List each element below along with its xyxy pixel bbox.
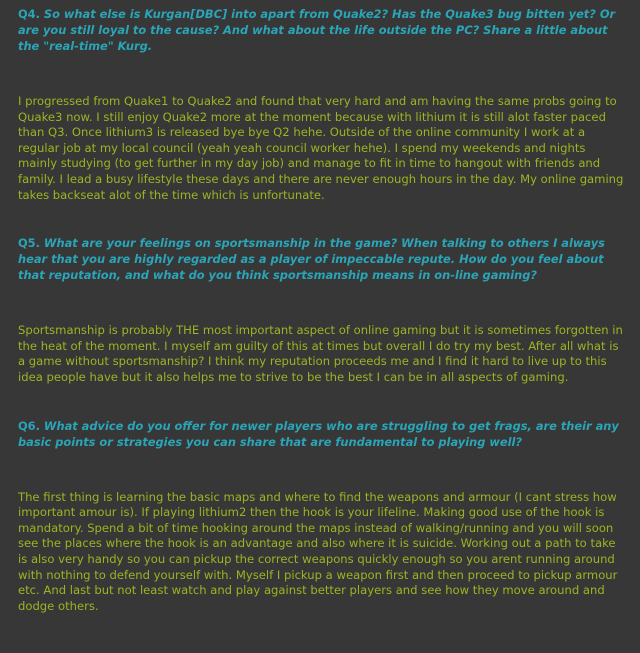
question-q6 bbox=[18, 418, 626, 450]
answer-q6: The first thing is learning the basic maps and where to find the weapons and armour (I cant stress how important amour is). If playing lithium2 then the hook is your lifeline. Making good use of the hook is mandatory. Spend a bit of time hooking around the maps instead of walking/running and you will soon see the places where the hook is an advantage and also where it is suicide. Working out a path to take is also very handy so you can pickup the correct weapons quickly enough so you arent running around with nothing to defend yourself with. Myself I pickup a weapon first and then proceed to pickup armour etc. And last but not least watch and play against better players and see how they move around and dodge others. bbox=[18, 489, 618, 613]
question-q5 bbox=[18, 235, 626, 283]
question-text: What are your feelings on sportsmanship in the game? When talking to others I always hear that you are highly regarded as a player of impeccable repute. How do you feel about that reputation, and what do you think sportsmanship means in on-line gaming? bbox=[18, 236, 605, 283]
answer-q5: Sportsmanship is probably THE most important aspect of online gaming but it is sometimes forgotten in the heat of the moment. I myself am guilty of this at times but overall I do try my best. After all what is a game without sportsmanship? I think my reputation proceeds me and I find it hard to live up to this idea people have but it also helps me to strive to be the best I can be in all aspects of gaming. bbox=[18, 323, 623, 384]
question-number: Q6. bbox=[18, 418, 40, 433]
question-text: What advice do you offer for newer players who are struggling to get frags, are their any basic points or strategies you can share that are fundamental to playing well? bbox=[18, 418, 619, 449]
question-number: Q5. bbox=[18, 236, 40, 251]
question-q4 bbox=[18, 6, 626, 54]
spacer bbox=[18, 450, 626, 490]
answer-q4: I progressed from Quake1 to Quake2 and found that very hard and am having the same probs going to Quake3 now. I still enjoy Quake2 more at the moment because with lithium it is still alot faster paced than Q3. Once lithium3 is released bye bye Q2 hehe. Outside of the online community I work at a regular job at my local council (yeah yeah council worker hehe). I spend my weekends and nights mainly studying (to get further in my day job) and manage to fit in time to hangout with friends and family. I lead a busy lifestyle these days and there are never enough hours in the day. My online gaming takes backseat alot of the time which is unfortunate. bbox=[18, 94, 624, 202]
spacer bbox=[18, 283, 626, 323]
question-number: Q4. bbox=[18, 7, 40, 21]
spacer bbox=[18, 54, 626, 94]
spacer bbox=[18, 203, 626, 235]
spacer bbox=[18, 386, 626, 418]
question-text: So what else is Kurgan[DBC] into apart from Quake2? Has the Quake3 bug bitten yet? Or are you still loyal to the cause? And what about the life outside the PC? Share a little about the "real-time" Kurg. bbox=[18, 7, 616, 53]
